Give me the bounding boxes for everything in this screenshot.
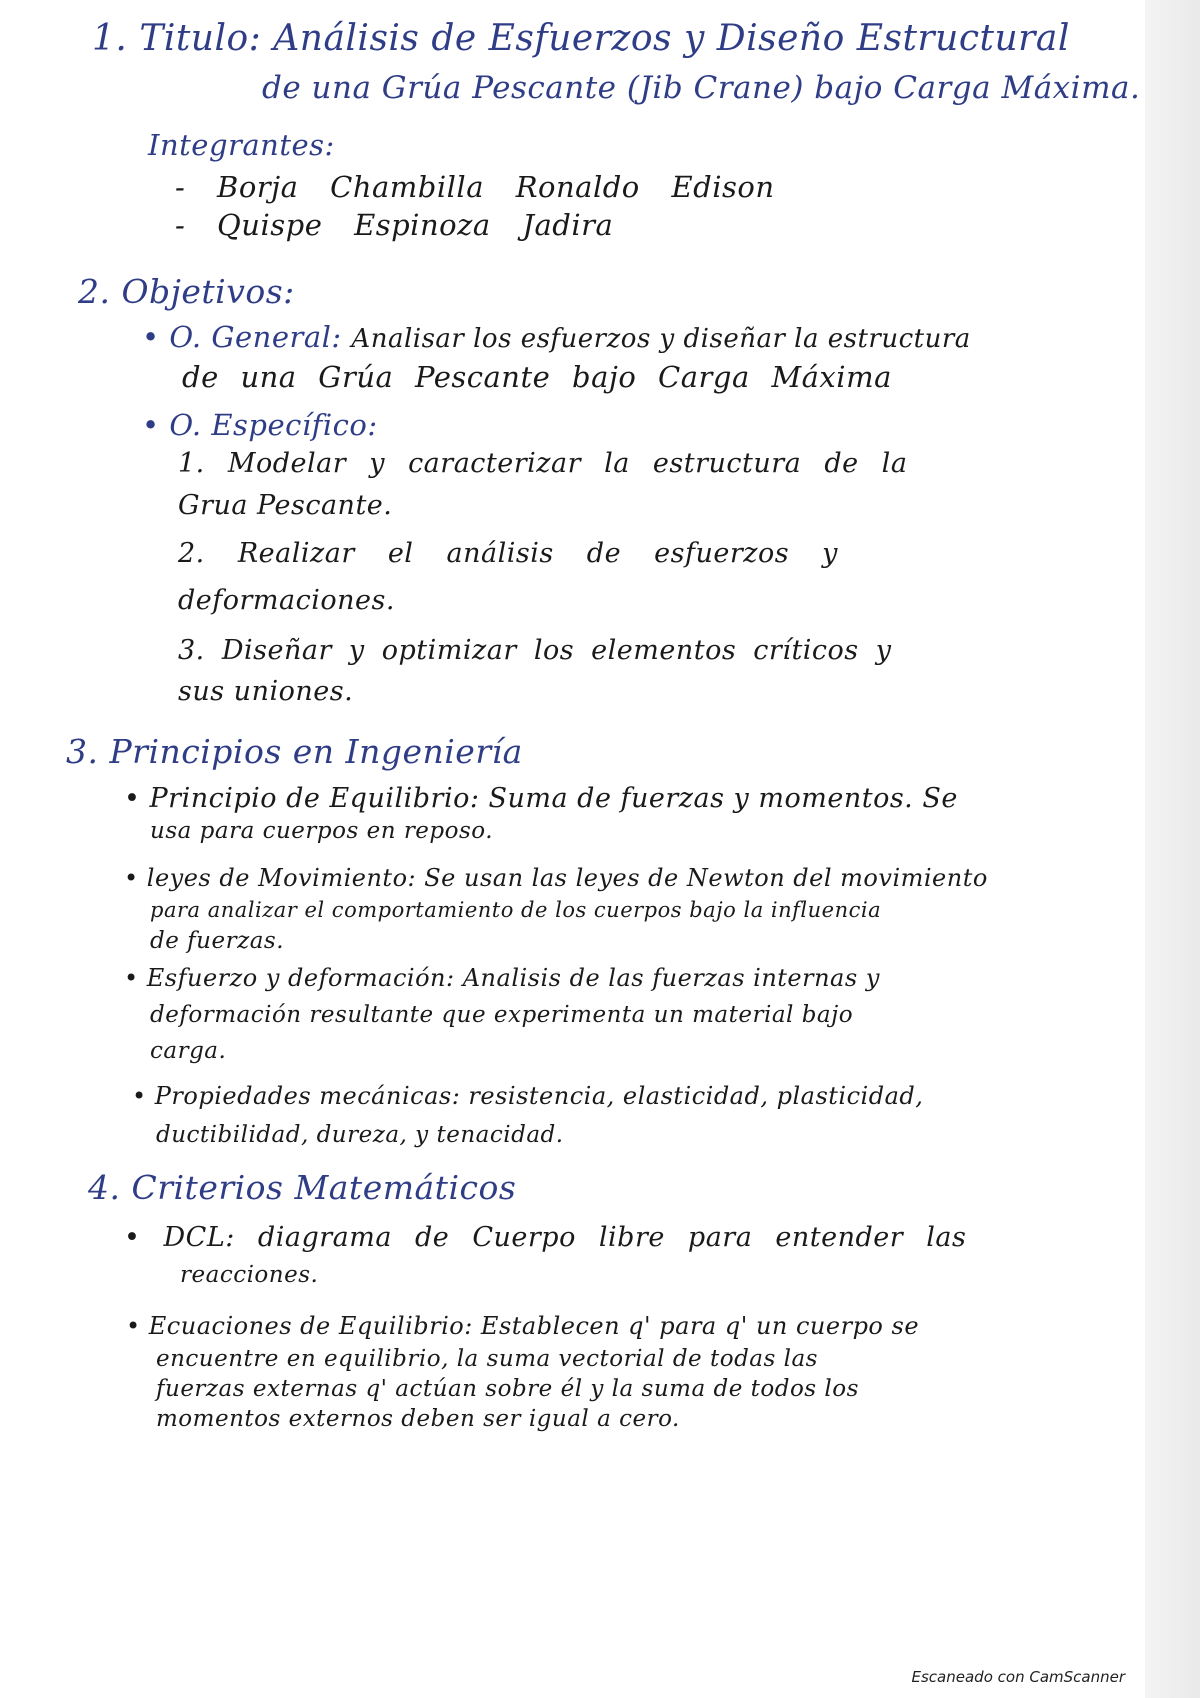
principle-3-line1: • Esfuerzo y deformación: Analisis de las fuerzas internas y [124,964,880,992]
principle-4-line2: ductibilidad, dureza, y tenacidad. [156,1122,564,1148]
principle-2-line1: • leyes de Movimiento: Se usan las leyes de Newton del movimiento [124,864,988,892]
general-objective-label: • O. General: [142,320,342,354]
criterion-2-line2: encuentre en equilibrio, la suma vectorial de todas las [156,1346,818,1372]
member-item: - Quispe Espinoza Jadira [175,208,614,242]
title-text-line1: Análisis de Esfuerzos y Diseño Estructural [273,18,1070,59]
specific-objective-3-line2: sus uniones. [178,676,354,707]
specific-objective-1-line1: 1. Modelar y caracterizar la estructura de la [178,448,908,479]
principle-4-line1: • Propiedades mecánicas: resistencia, elasticidad, plasticidad, [132,1082,924,1110]
general-objective-text: Analisar los esfuerzos y diseñar la estructura [351,324,971,354]
principle-1-line2: usa para cuerpos en reposo. [150,818,494,844]
criterion-1-line2: reacciones. [180,1262,319,1288]
specific-objective-2-line2: deformaciones. [178,585,395,616]
criterion-1-line1: • DCL: diagrama de Cuerpo libre para entender las [124,1222,967,1253]
general-objective-line2: de una Grúa Pescante bajo Carga Máxima [182,360,892,394]
member-item: - Borja Chambilla Ronaldo Edison [175,170,775,204]
section-1-title-line1 [92,18,1070,59]
general-objective-line1 [142,320,971,354]
title-label: Titulo: [139,18,262,59]
specific-objective-2-line1: 2. Realizar el análisis de esfuerzos y [178,538,838,569]
criterion-2-line3: fuerzas externas q' actúan sobre él y la suma de todos los [156,1376,859,1402]
principle-1-line1: • Principio de Equilibrio: Suma de fuerzas y momentos. Se [124,783,958,814]
criteria-heading: 4. Criterios Matemáticos [88,1168,517,1207]
scan-edge [1145,0,1200,1698]
specific-objective-label: • O. Específico: [142,408,378,442]
specific-objective-1-line2: Grua Pescante. [178,490,393,521]
principle-2-line2: para analizar el comportamiento de los cuerpos bajo la influencia [150,898,882,922]
specific-objective-3-line1: 3. Diseñar y optimizar los elementos críticos y [178,635,892,666]
criterion-2-line1: • Ecuaciones de Equilibrio: Establecen q' para q' un cuerpo se [126,1312,920,1340]
members-heading: Integrantes: [148,128,335,162]
principle-3-line2: deformación resultante que experimenta un material bajo [150,1002,854,1028]
section-number: 1. [92,18,128,59]
camscanner-watermark: Escaneado con CamScanner [911,1668,1125,1686]
title-text-line2: de una Grúa Pescante (Jib Crane) bajo Carga Máxima. [262,70,1141,106]
principles-heading: 3. Principios en Ingeniería [66,732,523,771]
principle-2-line3: de fuerzas. [150,928,285,954]
principle-3-line3: carga. [150,1038,227,1064]
objectives-heading: 2. Objetivos: [78,272,295,311]
criterion-2-line4: momentos externos deben ser igual a cero. [156,1406,680,1432]
